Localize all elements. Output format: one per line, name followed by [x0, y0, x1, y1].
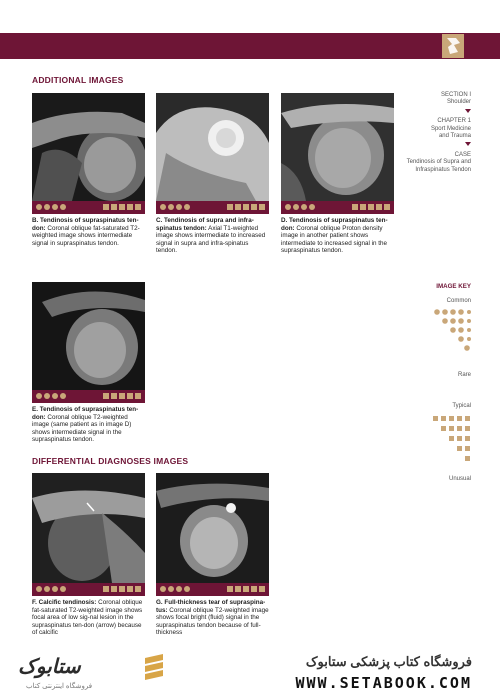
- footer-logo-subtitle: فروشگاه اینترنتی کتاب: [26, 683, 93, 690]
- caption-e: E. Tendinosis of supraspinatus ten-don: Coronal oblique T2-weighted image (same patient as in image D) shows intermediate signal in the supraspinatus tendon.: [32, 406, 139, 444]
- chapter-name-1: Sport Medicine: [430, 125, 471, 132]
- chapter-name-2: and Trauma: [438, 133, 471, 140]
- figure-g: [156, 473, 269, 637]
- typicality-scale-icon: [431, 414, 471, 470]
- section-label: SECTION I: [440, 92, 471, 98]
- top-banner: [0, 33, 500, 59]
- caption-f: F. Calcific tendinosis: Coronal oblique fat-saturated T2-weighted image shows focal area of low sig-nal lesion in the supraspinatus ten-don (arrow) because of calcific: [32, 599, 143, 637]
- key-unusual-label: Unusual: [448, 476, 471, 482]
- book-stack-icon: [143, 652, 165, 682]
- down-arrow-icon: [465, 142, 471, 146]
- book-logo-icon: [442, 34, 464, 58]
- key-common-label: Common: [446, 298, 471, 304]
- image-key-strip: [32, 583, 145, 596]
- key-typical-label: Typical: [452, 403, 471, 409]
- mri-image-g: [156, 473, 269, 583]
- key-rare-label: Rare: [457, 372, 471, 378]
- image-key-strip: [156, 201, 269, 214]
- figure-b: [32, 93, 145, 247]
- caption-b: B. Tendinosis of supraspinatus ten-don: Coronal oblique fat-saturated T2-weighted image shows intermediate signal in supraspinatus tendon.: [32, 217, 140, 247]
- case-name-2: Infraspinatus Tendon: [415, 166, 471, 173]
- image-key-strip: [32, 390, 145, 403]
- figure-c: [156, 93, 269, 255]
- section-name: Shoulder: [446, 99, 471, 106]
- caption-c: C. Tendinosis of supra and infra-spinatus tendon: Axial T1-weighted image shows intermediate to increased signal in supra and infra-spinatus tendon.: [156, 217, 266, 255]
- image-key-strip: [156, 583, 269, 596]
- chapter-label: CHAPTER 1: [437, 118, 471, 125]
- case-label: CASE: [454, 151, 471, 158]
- image-key-strip: [32, 201, 145, 214]
- figure-e: [32, 282, 145, 444]
- footer-shop-name: فروشگاه کتاب پزشکی ستابوک: [305, 654, 472, 669]
- footer-url: WWW.SETABOOK.COM: [295, 674, 472, 692]
- mri-image-c: [156, 93, 269, 201]
- differential-images-heading: DIFFERENTIAL DIAGNOSES IMAGES: [32, 456, 189, 466]
- caption-g: G. Full-thickness tear of supraspina-tus: Coronal oblique T2-weighted image shows focal bright (fluid) signal in the supraspinatus tendon because of full-thickness: [156, 599, 269, 637]
- footer-logo-text: ستابوک: [18, 656, 81, 678]
- image-key-title: IMAGE KEY: [436, 283, 471, 290]
- mri-image-f: [32, 473, 145, 583]
- figure-d: [281, 93, 394, 255]
- chapter-sidebar: [407, 92, 471, 174]
- figure-f: [32, 473, 145, 637]
- caption-d: D. Tendinosis of supraspinatus ten-don: Coronal oblique Proton density image in another patient shows intermediate to increased signal in the supraspinatus tendon.: [281, 217, 388, 255]
- frequency-scale-icon: [431, 307, 471, 369]
- image-key-strip: [281, 201, 394, 214]
- additional-images-heading: ADDITIONAL IMAGES: [32, 75, 124, 85]
- mri-image-e: [32, 282, 145, 390]
- mri-image-b: [32, 93, 145, 201]
- case-name-1: Tendinosis of Supra and: [406, 159, 471, 166]
- mri-image-d: [281, 93, 394, 201]
- down-arrow-icon: [465, 109, 471, 113]
